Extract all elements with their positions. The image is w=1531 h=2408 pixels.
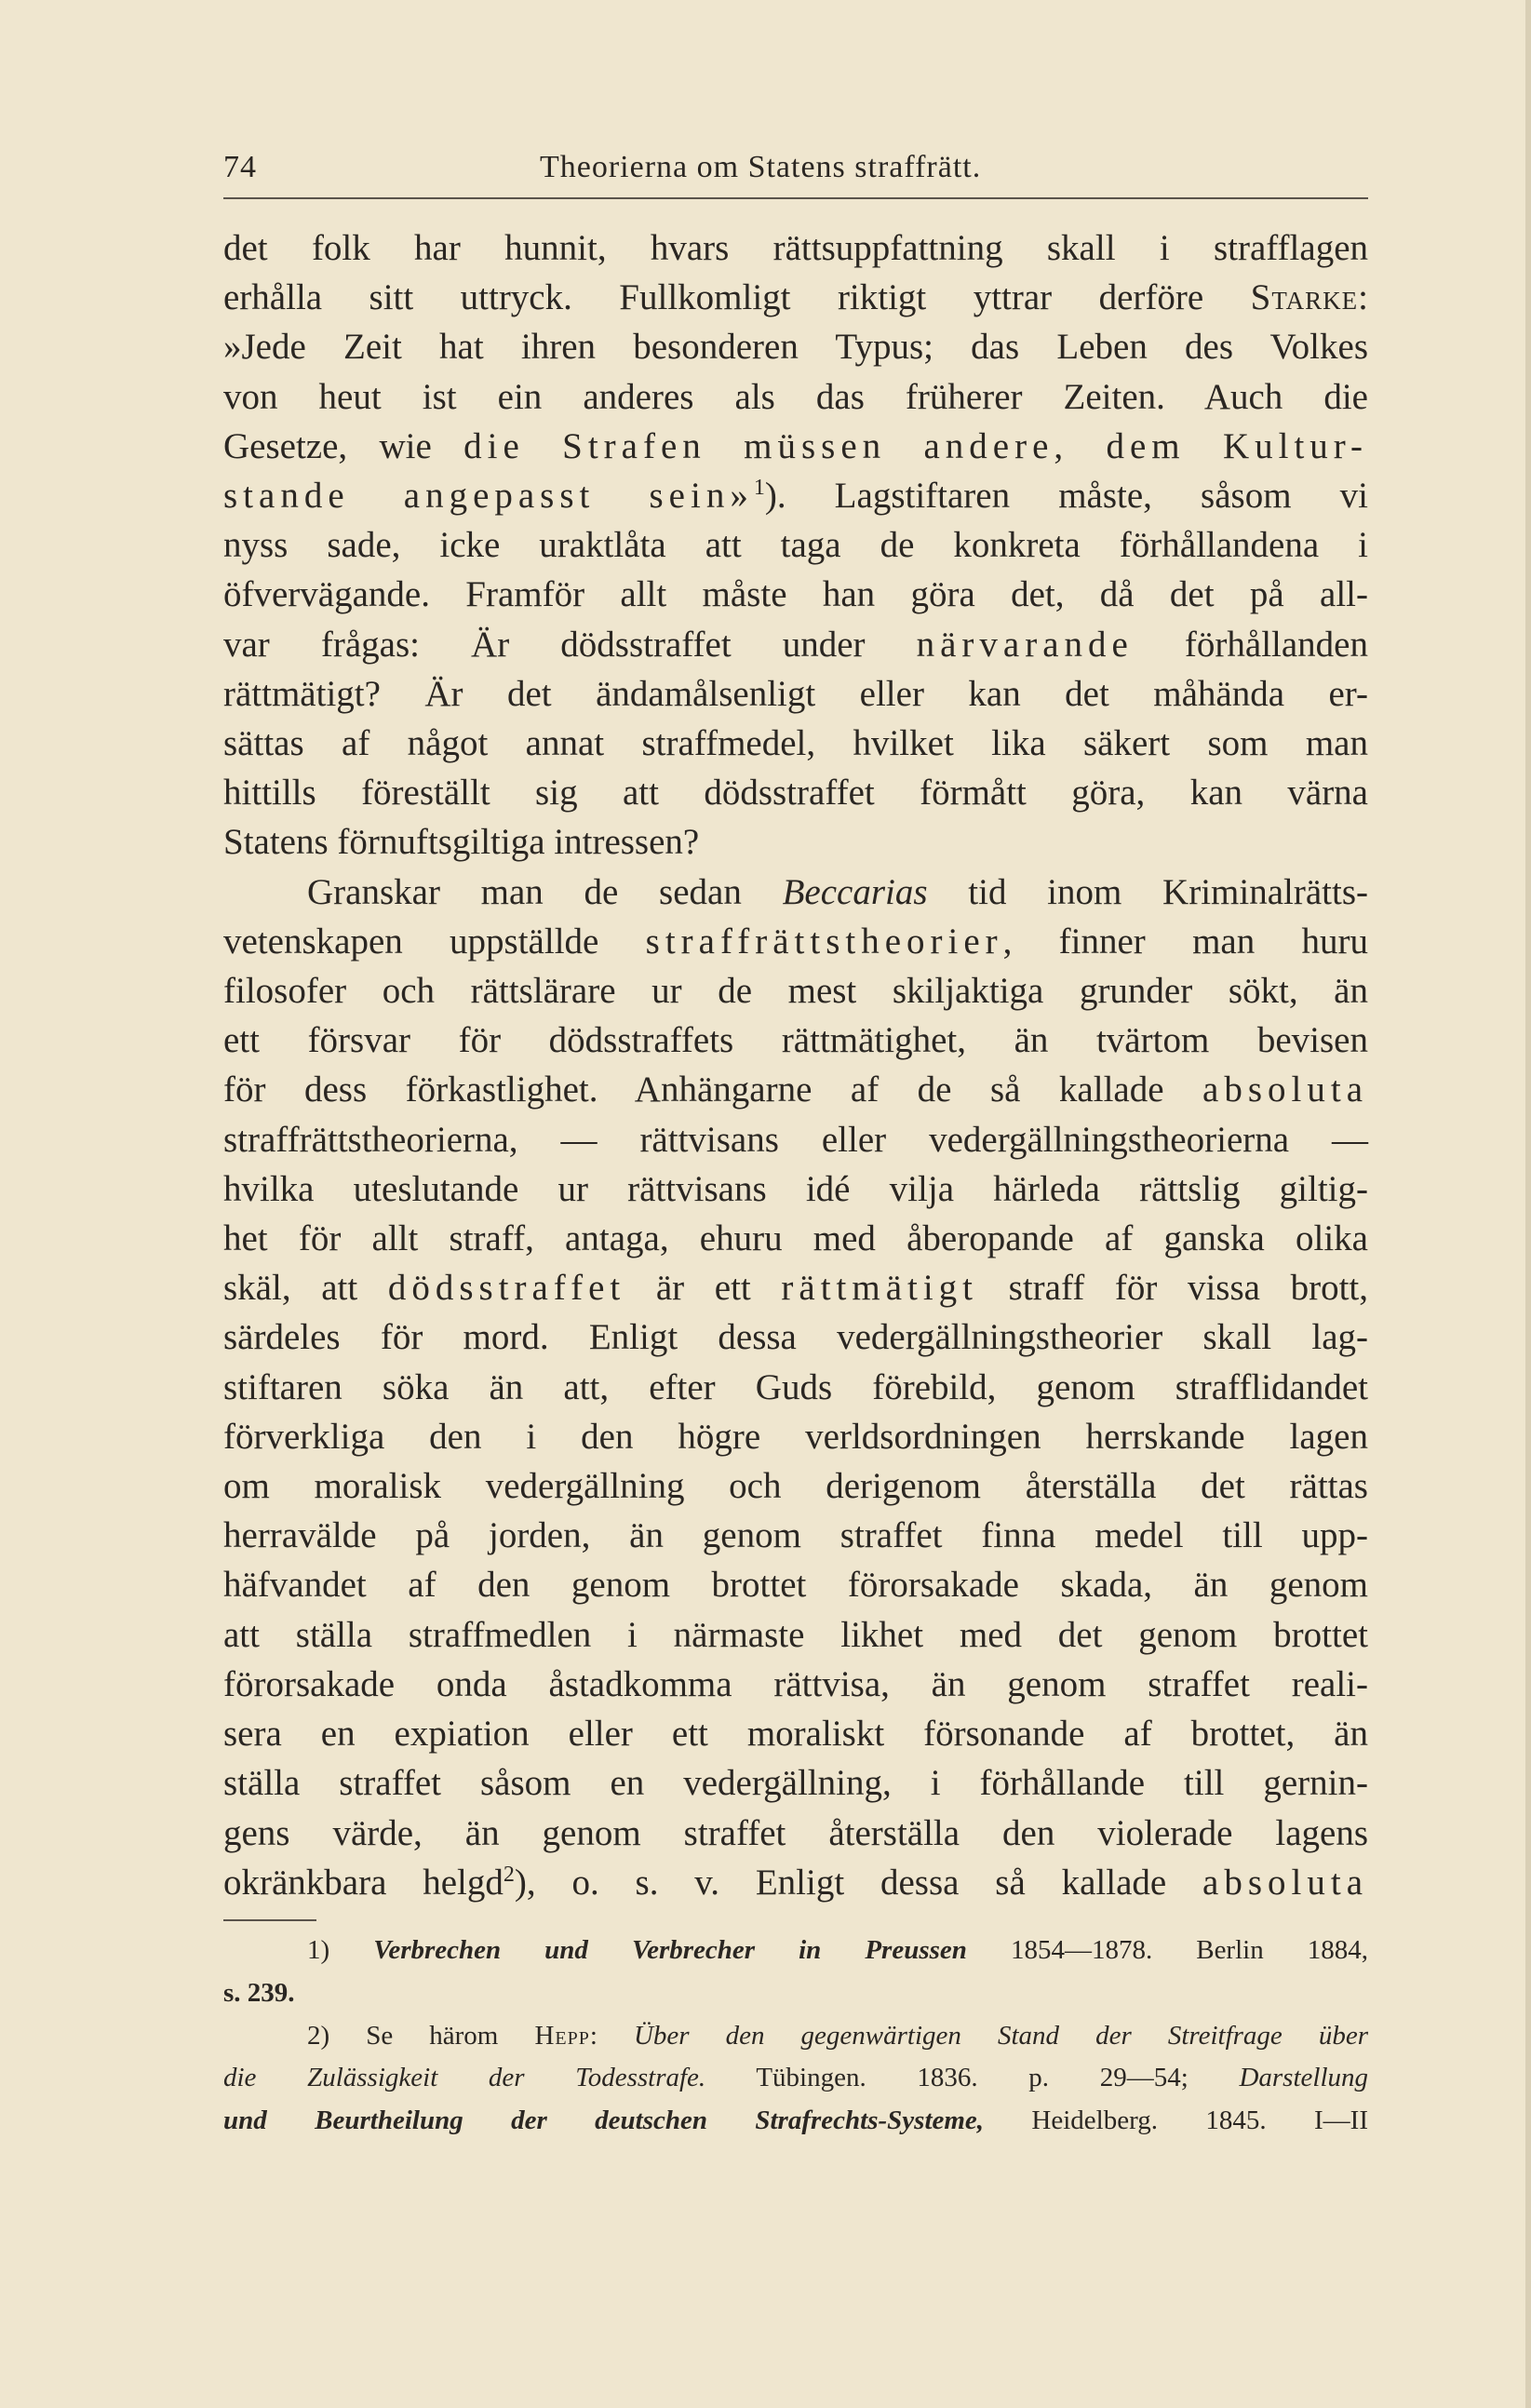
footnote-ref: 2 bbox=[503, 1862, 515, 1887]
footnote-ref: 1 bbox=[753, 476, 765, 501]
text-line: det folk har hunnit, hvars rättsuppfattning skall i strafflagen bbox=[223, 228, 1368, 268]
text-line: att ställa straffmedlen i närmaste likhet med det genom brottet bbox=[223, 1614, 1368, 1655]
text-line: stiftaren söka än att, efter Guds förebild, genom strafflidandet bbox=[223, 1366, 1368, 1407]
page-number: 74 bbox=[223, 150, 257, 184]
text-line: von heut ist ein anderes als das früherer Zeiten. Auch die bbox=[223, 376, 1368, 417]
footnote-2: 2) Se härom Hepp: Über den gegenwärtigen Stand der Streitfrage über bbox=[307, 2020, 1369, 2051]
footnote-1-cont: s. 239. bbox=[223, 1977, 295, 2008]
text-line: hittills föreställt sig att dödsstraffet förmått göra, kan värna bbox=[223, 773, 1368, 814]
text-line: sättas af något annat straffmedel, hvilket lika säkert som man bbox=[223, 723, 1368, 764]
body-text bbox=[223, 223, 1368, 1907]
author-name: Starke bbox=[1250, 277, 1359, 318]
text-line: om moralisk vedergällning och derigenom återställa det rättas bbox=[223, 1466, 1368, 1507]
footnote-1: 1) Verbrechen und Verbrecher in Preussen 1854—1878. Berlin 1884, bbox=[307, 1935, 1368, 1965]
text-line: vetenskapen uppställde straffrättstheorier, finner man huru bbox=[223, 921, 1368, 962]
text-line: för dess förkastlighet. Anhängarne af de så kallade absoluta bbox=[223, 1069, 1368, 1110]
footnote-2-cont: die Zulässigkeit der Todesstrafe. Tübingen. 1836. p. 29—54; Darstellung bbox=[223, 2063, 1368, 2093]
text-line: stande angepasst sein»$^1$). Lagstiftaren måste, såsom vi bbox=[223, 476, 1369, 517]
text-line: öfvervägande. Framför allt måste han göra det, då det på all- bbox=[223, 574, 1368, 615]
text-line: okränkbara helgd$^2$), o. s. v. Enligt dessa så kallade absoluta bbox=[223, 1862, 1368, 1903]
text-line: förverkliga den i den högre verldsordningen herrskande lagen bbox=[223, 1416, 1368, 1457]
text-line: Granskar man de sedan Beccarias tid inom Kriminalrätts- bbox=[307, 871, 1368, 912]
text-line: särdeles för mord. Enligt dessa vedergällningstheorier skall lag- bbox=[223, 1317, 1368, 1358]
text-line: rättmätigt? Är det ändamålsenligt eller kan det måhända er- bbox=[223, 673, 1368, 714]
text-line: filosofer och rättslärare ur de mest skiljaktiga grunder sökt, än bbox=[223, 971, 1368, 1012]
text-line: »Jede Zeit hat ihren besonderen Typus; das Leben des Volkes bbox=[223, 327, 1368, 368]
text-line: hvilka uteslutande ur rättvisans idé vilja härleda rättslig giltig- bbox=[223, 1168, 1368, 1209]
text-line: gens värde, än genom straffet återställa den violerade lagens bbox=[223, 1812, 1368, 1853]
text-line: ett försvar för dödsstraffets rättmätighet, än tvärtom bevisen bbox=[223, 1020, 1368, 1061]
text-line: erhålla sitt uttryck. Fullkomligt riktigt yttrar derföre Starke: bbox=[223, 277, 1368, 318]
text-line: het för allt straff, antaga, ehuru med åberopande af ganska olika bbox=[223, 1218, 1368, 1259]
running-title: Theorierna om Statens straffrätt. bbox=[540, 150, 982, 184]
text-line: nyss sade, icke uraktlåta att taga de konkreta förhållandena i bbox=[223, 525, 1368, 566]
text-line: skäl, att dödsstraffet är ett rättmätigt straff för vissa brott, bbox=[223, 1268, 1368, 1309]
text-line: var frågas: Är dödsstraffet under närvarande förhållanden bbox=[223, 624, 1368, 665]
text-line: förorsakade onda åstadkomma rättvisa, än genom straffet reali- bbox=[223, 1663, 1368, 1704]
footnotes bbox=[223, 1930, 1368, 2143]
text-line: Statens förnuftsgiltiga intressen? bbox=[223, 822, 700, 863]
text-line: straffrättstheorierna, — rättvisans eller vedergällningstheorierna — bbox=[223, 1119, 1368, 1160]
footnote-2-cont: und Beurtheilung der deutschen Strafrechts-Systeme, Heidelberg. 1845. I—II bbox=[223, 2105, 1368, 2136]
text-line: häfvandet af den genom brottet förorsakade skada, än genom bbox=[223, 1565, 1368, 1606]
text-line: sera en expiation eller ett moraliskt försonande af brottet, än bbox=[223, 1714, 1368, 1755]
header-rule bbox=[223, 197, 1368, 199]
footnote-rule bbox=[223, 1919, 316, 1921]
text-line: Gesetze, wie die Strafen müssen andere, dem Kultur- bbox=[223, 425, 1368, 466]
text-line: herravälde på jorden, än genom straffet finna medel till upp- bbox=[223, 1515, 1368, 1556]
text-line: ställa straffet såsom en vedergällning, i förhållande till gernin- bbox=[223, 1763, 1368, 1804]
running-header bbox=[223, 140, 1368, 195]
